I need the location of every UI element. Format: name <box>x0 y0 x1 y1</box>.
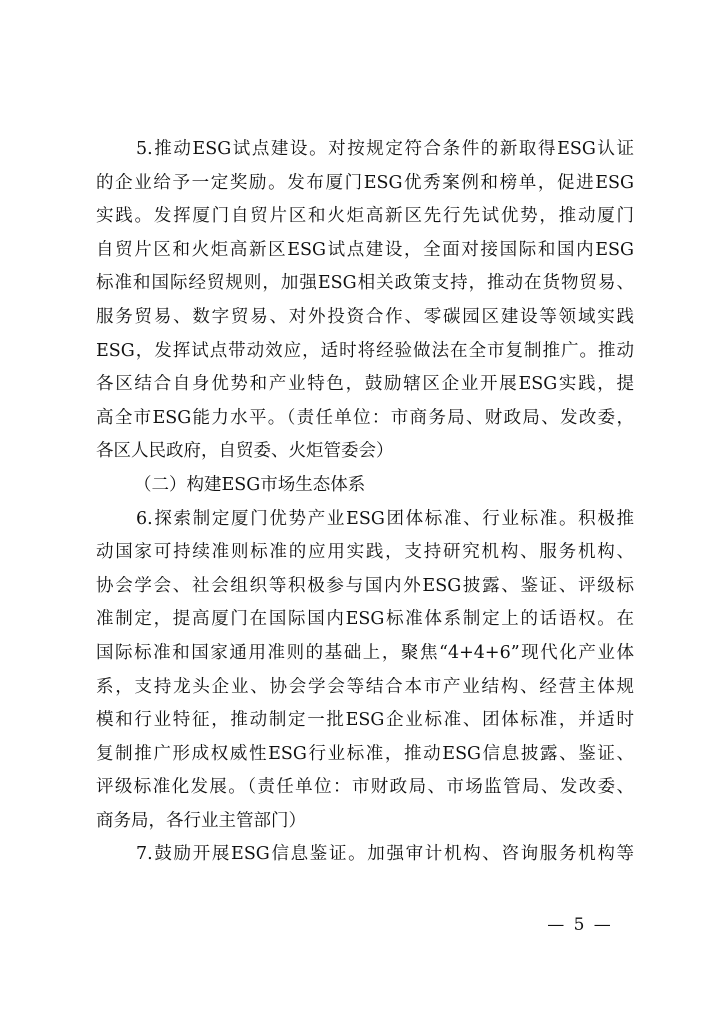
paragraph-5-line-9: 高全市ESG能力水平。（责任单位：市商务局、财政局、发改委， <box>96 407 634 428</box>
paragraph-6-line-2: 动国家可持续准则标准的应用实践，支持研究机构、服务机构、 <box>96 542 634 563</box>
body-text <box>96 133 634 872</box>
paragraph-6-line-8: 复制推广形成权威性ESG行业标准，推动ESG信息披露、鉴证、 <box>96 743 634 764</box>
paragraph-5-line-3: 实践。发挥厦门自贸片区和火炬高新区先行先试优势，推动厦门 <box>96 206 634 227</box>
paragraph-6-line-3: 协会学会、社会组织等积极参与国内外ESG披露、鉴证、评级标 <box>96 575 634 596</box>
paragraph-6-line-5: 国际标准和国家通用准则的基础上，聚焦“4+4+6”现代化产业体 <box>96 642 634 663</box>
paragraph-6-line-4: 准制定，提高厦门在国际国内ESG标准体系制定上的话语权。在 <box>96 609 634 630</box>
paragraph-6-line-9: 评级标准化发展。（责任单位：市财政局、市场监管局、发改委、 <box>96 777 634 798</box>
paragraph-6-line-6: 系，支持龙头企业、协会学会等结合本市产业结构、经营主体规 <box>96 676 634 697</box>
paragraph-5-line-6: 服务贸易、数字贸易、对外投资合作、零碳园区建设等领域实践 <box>96 306 634 327</box>
page-number: — 5 — <box>547 915 613 935</box>
paragraph-5-line-4: 自贸片区和火炬高新区ESG试点建设，全面对接国际和国内ESG <box>96 239 634 260</box>
paragraph-6-line-7: 模和行业特征，推动制定一批ESG企业标准、团体标准，并适时 <box>96 710 634 731</box>
paragraph-5-line-5: 标准和国际经贸规则，加强ESG相关政策支持，推动在货物贸易、 <box>96 273 634 294</box>
paragraph-7-line-1: 7.鼓励开展ESG信息鉴证。加强审计机构、咨询服务机构等 <box>136 844 634 865</box>
paragraph-6-line-1: 6.探索制定厦门优势产业ESG团体标准、行业标准。积极推 <box>136 508 634 529</box>
paragraph-5-line-10: 各区人民政府，自贸委、火炬管委会） <box>96 441 394 462</box>
paragraph-5-line-7: ESG，发挥试点带动效应，适时将经验做法在全市复制推广。推动 <box>96 340 634 361</box>
paragraph-5-line-2: 的企业给予一定奖励。发布厦门ESG优秀案例和榜单，促进ESG <box>96 172 634 193</box>
paragraph-5-line-1: 5.推动ESG试点建设。对按规定符合条件的新取得ESG认证 <box>136 139 634 159</box>
paragraph-6-line-10: 商务局，各行业主管部门） <box>96 810 306 831</box>
paragraph-5-line-8: 各区结合自身优势和产业特色，鼓励辖区企业开展ESG实践，提 <box>96 374 634 395</box>
section-heading: （二）构建ESG市场生态体系 <box>134 474 366 495</box>
